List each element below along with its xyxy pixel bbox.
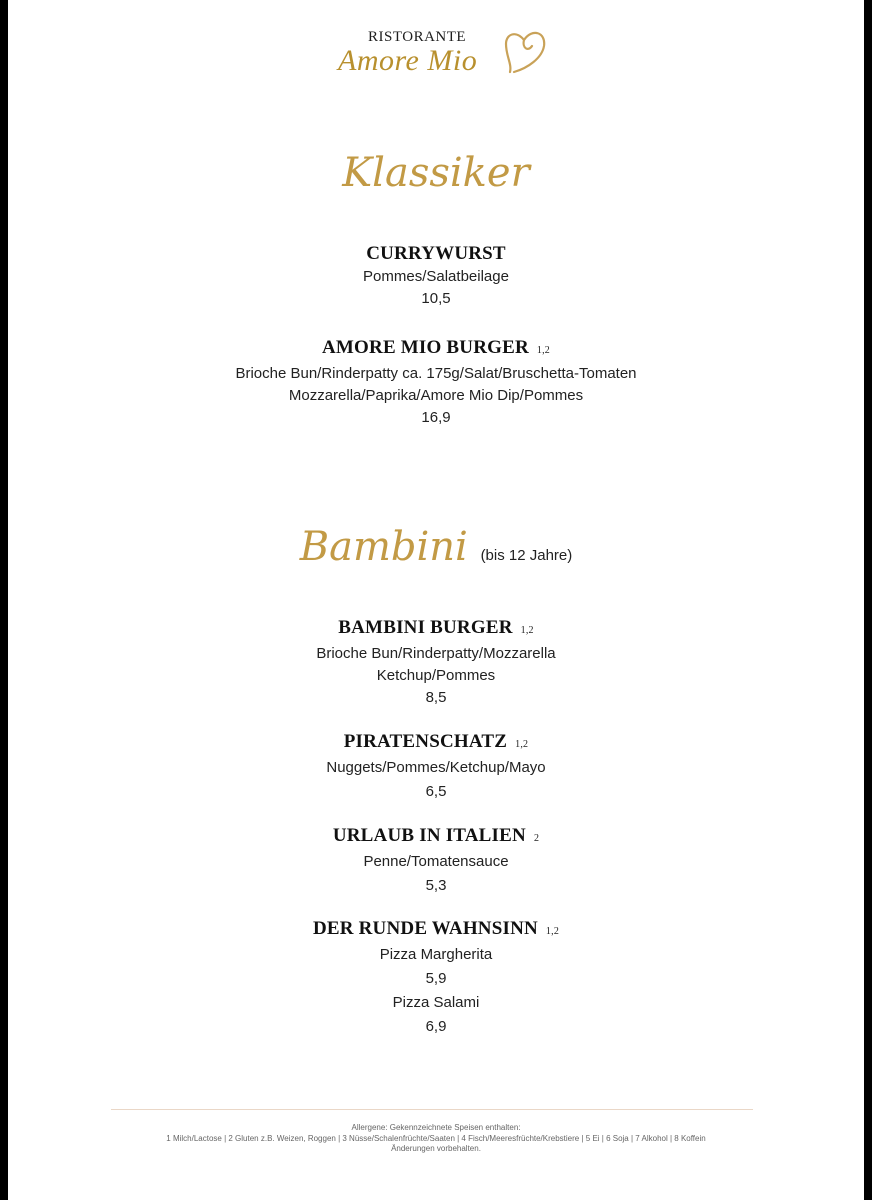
item-price: 5,3 (425, 877, 447, 894)
item-description: Pommes/Salatbeilage (363, 268, 509, 285)
heart-icon (502, 24, 548, 74)
menu-item-bambini-burger (8, 616, 864, 709)
item-name: PIRATENSCHATZ 1,2 (343, 731, 529, 752)
footer-line: Änderungen vorbehalten. (391, 1144, 481, 1153)
item-description: Pizza Salami (392, 994, 480, 1011)
item-price: 16,9 (421, 409, 451, 426)
item-description: Brioche Bun/Rinderpatty/Mozzarella (316, 645, 556, 662)
logo-subtitle: RISTORANTE (368, 29, 467, 45)
item-price: 8,5 (425, 689, 447, 706)
item-description: Brioche Bun/Rinderpatty ca. 175g/Salat/Bruschetta-Tomaten (235, 365, 637, 382)
menu-page (8, 0, 864, 1200)
item-description: Penne/Tomatensauce (363, 853, 509, 870)
footer-line: Allergene: Gekennzeichnete Speisen enthalten: (351, 1123, 521, 1132)
item-description: Nuggets/Pommes/Ketchup/Mayo (326, 759, 546, 776)
item-price: 5,9 (425, 970, 447, 987)
restaurant-logo (338, 20, 558, 82)
logo-name: Amore Mio (338, 44, 478, 77)
menu-item-piratenschatz (8, 730, 864, 803)
section-note: (bis 12 Jahre) (480, 547, 573, 564)
item-description: Mozzarella/Paprika/Amore Mio Dip/Pommes (288, 387, 584, 404)
footer-line: 1 Milch/Lactose | 2 Gluten z.B. Weizen, Roggen | 3 Nüsse/Schalenfrüchte/Saaten | 4 Fisch/Meeresfrüchte/Krebstiere | 5 Ei | 6 Soja | 7 Alkohol | 8 Koffein (166, 1133, 706, 1143)
item-price: 10,5 (421, 290, 451, 307)
item-description: Ketchup/Pommes (376, 667, 496, 684)
allergen-codes: 1,2 (536, 345, 551, 356)
item-name: URLAUB IN ITALIEN 2 (332, 825, 540, 846)
allergen-codes: 2 (533, 833, 540, 844)
item-name: BAMBINI BURGER 1,2 (338, 617, 534, 638)
item-price: 6,5 (425, 783, 447, 800)
footer-divider (111, 1109, 753, 1110)
item-name: DER RUNDE WAHNSINN 1,2 (312, 918, 560, 939)
item-price: 6,9 (425, 1018, 447, 1035)
menu-item-currywurst (8, 242, 864, 310)
section-title-bambini: Bambini (bis 12 Jahre) (299, 524, 573, 570)
menu-item-urlaub-in-italien (8, 824, 864, 897)
item-name: AMORE MIO BURGER 1,2 (321, 337, 551, 358)
allergen-codes: 1,2 (545, 926, 560, 937)
item-name: CURRYWURST (366, 243, 506, 264)
menu-item-der-runde-wahnsinn (8, 917, 864, 1038)
item-description: Pizza Margherita (379, 946, 493, 963)
menu-item-amore-mio-burger (8, 336, 864, 429)
section-title-klassiker: Klassiker (342, 150, 530, 196)
allergen-codes: 1,2 (520, 625, 534, 636)
allergen-codes: 1,2 (515, 739, 529, 750)
allergen-footer (8, 1123, 864, 1155)
